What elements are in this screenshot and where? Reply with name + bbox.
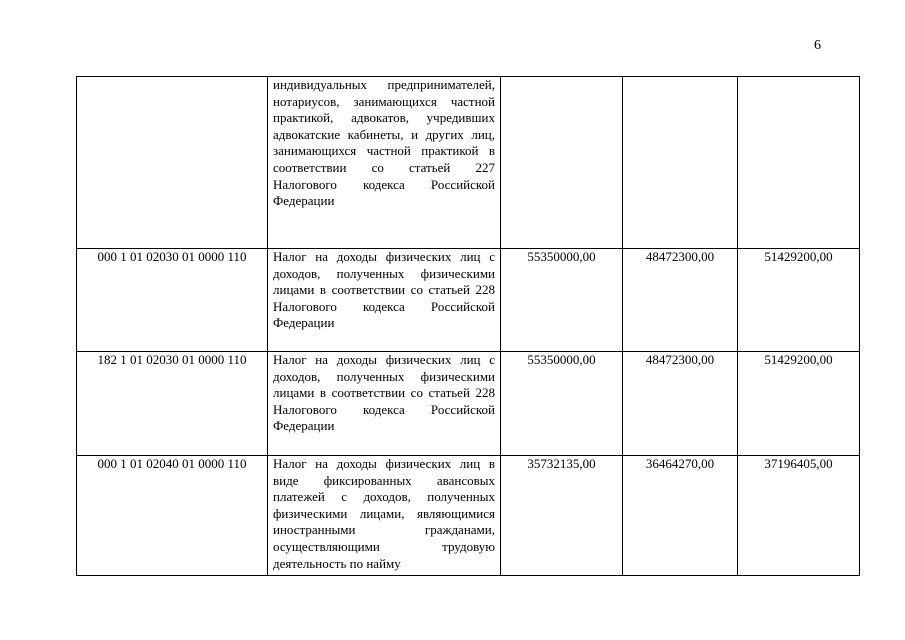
name-cell: Налог на доходы физических лиц в виде фиксированных авансовых платежей с доходов, полученных физическими лицами, являющимися иностранными гражданами, осуществляющими трудовую деятельность по найму [268, 456, 501, 576]
value-cell-3: 51429200,00 [738, 249, 860, 352]
value-cell-3 [738, 77, 860, 249]
name-cell: Налог на доходы физических лиц с доходов, полученных физическими лицами в соответствии со статьей 228 Налогового кодекса Российской Федерации [268, 352, 501, 456]
page-number: 6 [814, 38, 821, 53]
revenue-table [76, 76, 860, 576]
code-cell: 000 1 01 02040 01 0000 110 [77, 456, 268, 576]
code-cell: 182 1 01 02030 01 0000 110 [77, 352, 268, 456]
value-cell-1: 35732135,00 [501, 456, 623, 576]
value-cell-2: 48472300,00 [623, 352, 738, 456]
value-cell-2: 36464270,00 [623, 456, 738, 576]
table-row [77, 249, 860, 352]
value-cell-2: 48472300,00 [623, 249, 738, 352]
table-row [77, 456, 860, 576]
code-cell: 000 1 01 02030 01 0000 110 [77, 249, 268, 352]
value-cell-1 [501, 77, 623, 249]
code-cell [77, 77, 268, 249]
value-cell-2 [623, 77, 738, 249]
value-cell-1: 55350000,00 [501, 352, 623, 456]
value-cell-3: 37196405,00 [738, 456, 860, 576]
value-cell-1: 55350000,00 [501, 249, 623, 352]
table-row [77, 352, 860, 456]
name-cell: Налог на доходы физических лиц с доходов, полученных физическими лицами в соответствии со статьей 228 Налогового кодекса Российской Федерации [268, 249, 501, 352]
value-cell-3: 51429200,00 [738, 352, 860, 456]
table-row [77, 77, 860, 249]
name-cell: индивидуальных предпринимателей, нотариусов, занимающихся частной практикой, адвокатов, учредивших адвокатские кабинеты, и других лиц, занимающихся частной практикой в соответствии со статьей 227 Налогового кодекса Российской Федерации [268, 77, 501, 249]
